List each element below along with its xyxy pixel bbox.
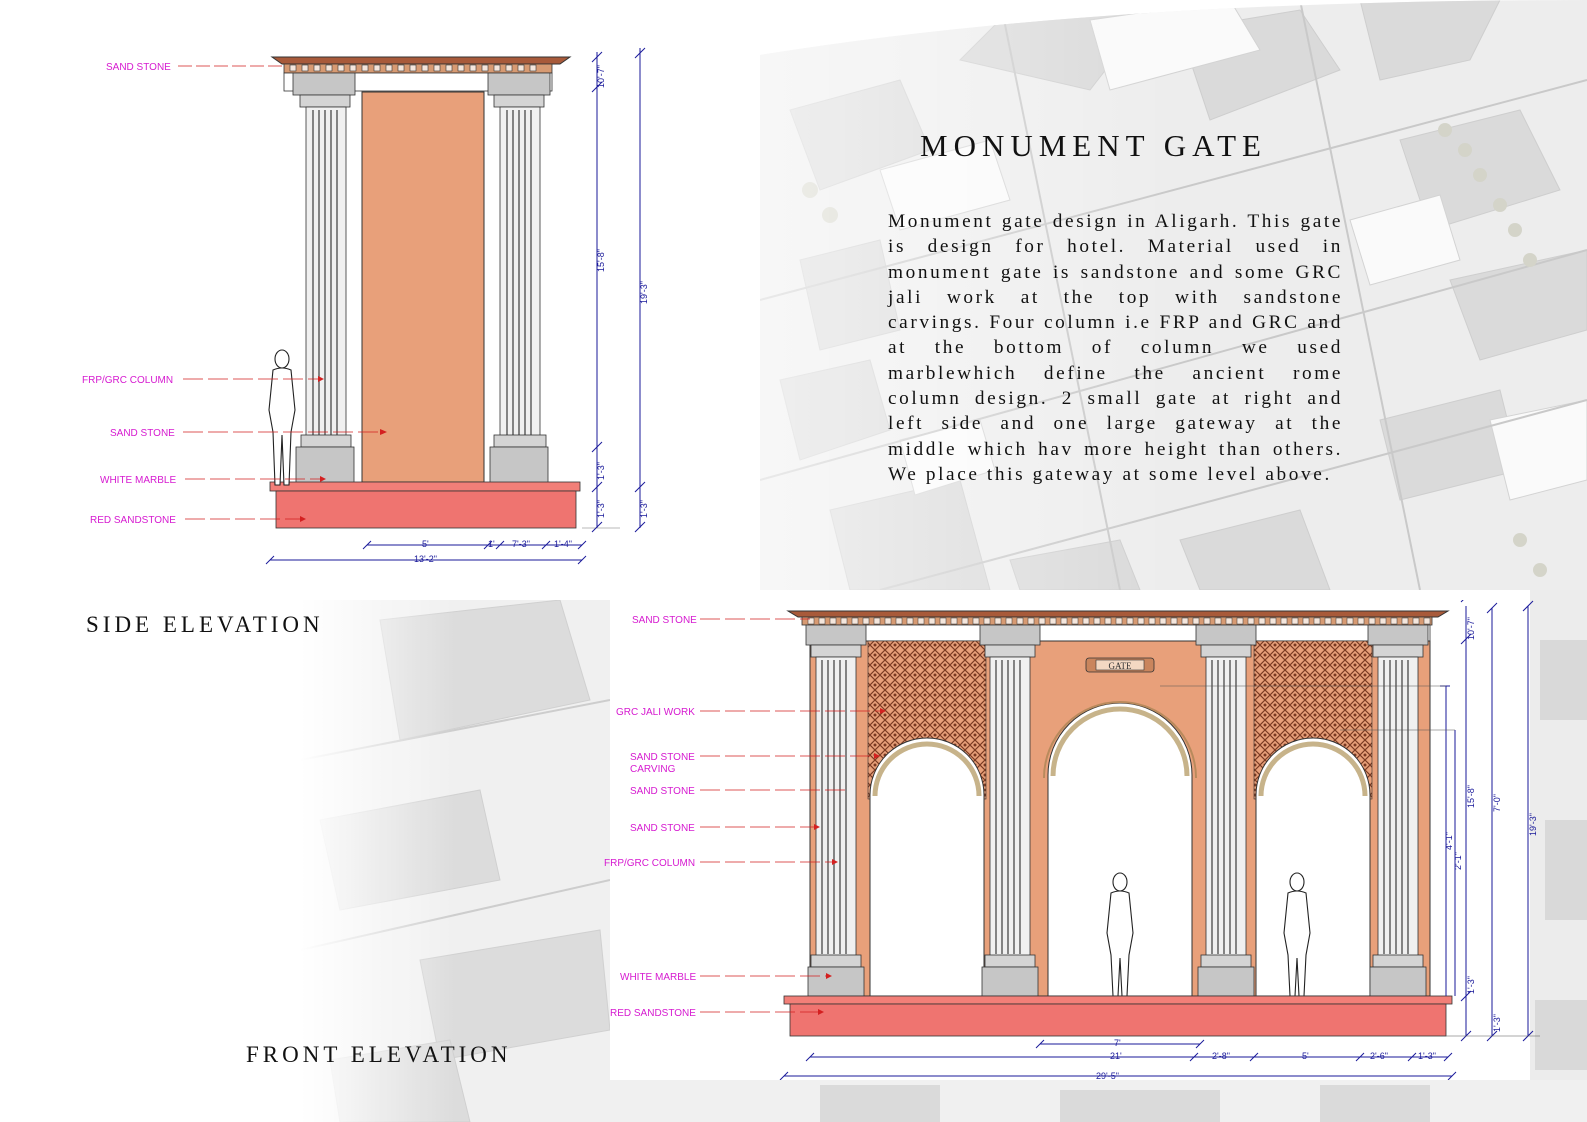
front-dim-gate-height: 7'-0"	[1492, 794, 1502, 812]
front-dim-span-e: 1'-3"	[1418, 1051, 1436, 1061]
front-label-sand-stone-1: SAND STONE	[630, 786, 695, 797]
front-right-gate-opening	[1256, 738, 1370, 996]
side-dim-base-small: 1'-3"	[596, 500, 606, 518]
side-dim-top: 10'-7"	[596, 65, 606, 88]
front-vertical-dimension-labels	[1444, 617, 1538, 1032]
front-white-marble-step	[784, 996, 1452, 1004]
front-dim-span-d: 2'-6"	[1370, 1051, 1388, 1061]
front-dim-span-c: 5'	[1302, 1051, 1309, 1061]
front-red-sandstone-plinth	[790, 1004, 1446, 1036]
side-dim-w4: 1'-4"	[554, 539, 572, 549]
page-title: MONUMENT GATE	[920, 128, 1267, 163]
front-dim-gate-width: 7'	[1114, 1038, 1121, 1048]
front-label-white-marble: WHITE MARBLE	[620, 972, 697, 983]
side-dim-column-height: 15'-8"	[596, 249, 606, 272]
side-elevation-label: SIDE ELEVATION	[86, 612, 324, 637]
front-dim-total-width: 29'-5"	[1096, 1071, 1119, 1080]
side-column-right	[488, 73, 550, 483]
side-red-sandstone-plinth	[276, 491, 576, 528]
side-label-frp-grc-column: FRP/GRC COLUMN	[82, 375, 174, 386]
front-left-gate-opening	[870, 738, 984, 996]
side-label-white-marble: WHITE MARBLE	[100, 475, 177, 486]
front-dim-span-b: 2'-8"	[1212, 1051, 1230, 1061]
side-dim-total-height: 19'-3"	[639, 281, 649, 304]
project-description: Monument gate design in Aligarh. This gate is design for hotel. Material used in monument gate is sandstone and some GRC jali work at the top with sandstone carvings. Four column i.e FRP and GRC and at the bottom of column we used marblewhich define the ancient rome column design. 2 small gate at right and left side and one large gateway at the middle which hav more height than others. We place this gateway at some level above.	[888, 211, 1343, 485]
side-dim-w3: 7'-3"	[512, 539, 530, 549]
front-dim-base: 1'-3"	[1466, 976, 1476, 994]
front-cornice	[788, 611, 1448, 641]
side-label-sand-stone-top: SAND STONE	[106, 62, 171, 73]
side-dim-plinth: 1'-3"	[639, 500, 649, 518]
front-label-sand-stone-carving-1: SAND STONE	[630, 752, 695, 763]
side-sandstone-wall	[362, 92, 484, 482]
side-label-red-sandstone: RED SANDSTONE	[90, 515, 176, 526]
side-column-left	[293, 73, 355, 483]
side-dim-total-width: 13'-2"	[414, 554, 437, 564]
front-label-red-sandstone: RED SANDSTONE	[610, 1008, 696, 1019]
front-dim-arch-a: 4'-1"	[1444, 832, 1454, 850]
front-dim-arch-b: 2'-1"	[1453, 852, 1463, 870]
front-gate-plaque	[1086, 658, 1154, 672]
front-label-sand-stone-2: SAND STONE	[630, 823, 695, 834]
side-dim-w2: 1'	[488, 539, 495, 549]
side-human-scale-figure	[269, 350, 295, 485]
front-label-frp-grc-column: FRP/GRC COLUMN	[604, 858, 696, 869]
front-dim-total-height: 19'-3"	[1528, 813, 1538, 836]
front-elevation-drawing	[600, 600, 1560, 1080]
side-vertical-dimension-labels	[596, 65, 649, 518]
side-dim-w1: 5'	[422, 539, 429, 549]
front-gate-plaque-text: GATE	[1108, 661, 1132, 671]
side-label-sand-stone: SAND STONE	[110, 428, 175, 439]
front-dim-top: 10'-7"	[1466, 617, 1476, 640]
side-vertical-dimensions	[582, 48, 645, 532]
side-dim-base-mid: 1'-3"	[596, 462, 606, 480]
side-elevation-drawing	[60, 40, 660, 620]
front-label-sand-stone-top: SAND STONE	[632, 615, 697, 626]
front-elevation-label: FRONT ELEVATION	[246, 1042, 512, 1067]
front-dim-column-height: 15'-8"	[1466, 785, 1476, 808]
front-dim-span-a: 21'	[1110, 1051, 1122, 1061]
side-white-marble-step	[270, 482, 580, 491]
front-label-sand-stone-carving-2: CARVING	[630, 764, 676, 775]
front-vertical-dimensions	[1440, 600, 1533, 1041]
front-dim-plinth: 1'-3"	[1492, 1014, 1502, 1032]
front-label-grc-jali-work: GRC JALI WORK	[616, 707, 695, 718]
